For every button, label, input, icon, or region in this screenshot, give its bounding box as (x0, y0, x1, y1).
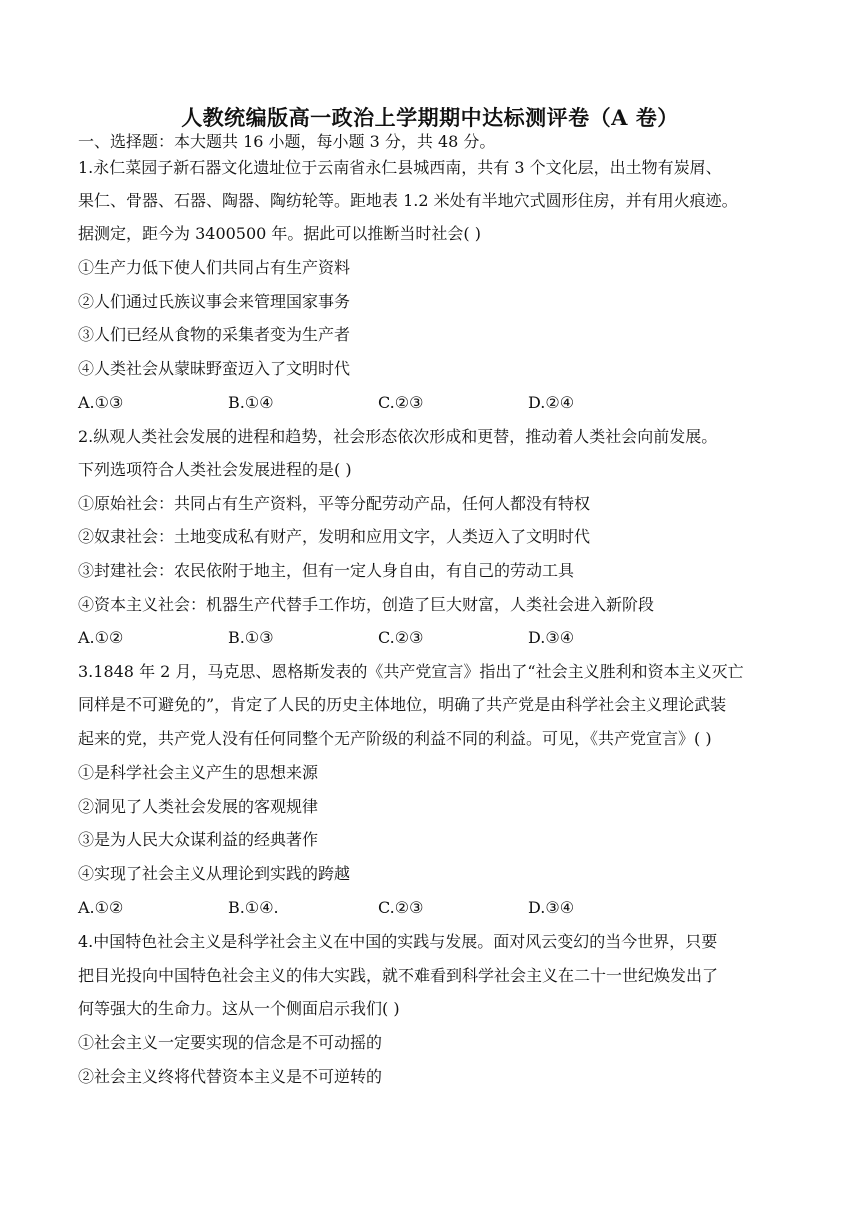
question-3-option-b: B.①④. (228, 898, 279, 917)
question-1-statement-3: ③人们已经从食物的采集者变为生产者 (78, 325, 351, 344)
question-2-option-c: C.②③ (378, 628, 424, 647)
question-1-statement-2: ②人们通过氏族议事会来管理国家事务 (78, 292, 351, 311)
question-3-stem-line-3: 起来的党，共产党人没有任何同整个无产阶级的利益不同的利益。可见，《共产党宣言》( ) (78, 729, 712, 748)
question-3-stem-line-1: 3.1848 年 2 月，马克思、恩格斯发表的《共产党宣言》指出了“社会主义胜利和资本主义灭亡 (78, 662, 744, 681)
question-4-stem-line-3: 何等强大的生命力。这从一个侧面启示我们( ) (78, 999, 400, 1018)
question-3-statement-1: ①是科学社会主义产生的思想来源 (78, 763, 319, 782)
question-2-option-a: A.①② (78, 628, 124, 647)
document-title: 人教统编版高一政治上学期期中达标测评卷（A 卷） (181, 105, 679, 130)
question-1-stem-line-1: 1.永仁菜园子新石器文化遗址位于云南省永仁县城西南，共有 3 个文化层，出土物有炭屑、 (78, 158, 722, 177)
question-1-options (78, 392, 798, 414)
question-1-option-a: A.①③ (78, 393, 124, 412)
section-heading: 一、选择题：本大题共 16 小题，每小题 3 分，共 48 分。 (78, 132, 496, 151)
question-4-statement-2: ②社会主义终将代替资本主义是不可逆转的 (78, 1067, 383, 1086)
question-2-option-d: D.③④ (528, 628, 575, 647)
question-4-stem-line-2: 把目光投向中国特色社会主义的伟大实践，就不难看到科学社会主义在二十一世纪焕发出了 (78, 966, 719, 985)
question-3-stem-line-2: 同样是不可避免的”，肯定了人民的历史主体地位，明确了共产党是由科学社会主义理论武装 (78, 695, 727, 714)
question-2-statement-3: ③封建社会：农民依附于地主，但有一定人身自由，有自己的劳动工具 (78, 561, 575, 580)
question-1-option-c: C.②③ (378, 393, 424, 412)
question-1-stem-line-2: 果仁、骨器、石器、陶器、陶纺轮等。距地表 1.2 米处有半地穴式圆形住房，并有用火痕迹。 (78, 191, 738, 210)
question-1-option-d: D.②④ (528, 393, 575, 412)
question-3-options (78, 897, 798, 919)
question-3-option-c: C.②③ (378, 898, 424, 917)
question-3-option-a: A.①② (78, 898, 124, 917)
question-2-option-b: B.①③ (228, 628, 274, 647)
question-2-statement-2: ②奴隶社会：土地变成私有财产，发明和应用文字，人类迈入了文明时代 (78, 527, 591, 546)
question-3-option-d: D.③④ (528, 898, 575, 917)
question-3-statement-2: ②洞见了人类社会发展的客观规律 (78, 797, 319, 816)
question-1-stem-line-3: 据测定，距今为 3400500 年。据此可以推断当时社会( ) (78, 224, 482, 243)
question-1-statement-4: ④人类社会从蒙昧野蛮迈入了文明时代 (78, 359, 351, 378)
question-2-statement-1: ①原始社会：共同占有生产资料，平等分配劳动产品，任何人都没有特权 (78, 494, 591, 513)
question-1-statement-1: ①生产力低下使人们共同占有生产资料 (78, 258, 351, 277)
question-4-stem-line-1: 4.中国特色社会主义是科学社会主义在中国的实践与发展。面对风云变幻的当今世界，只要 (78, 932, 718, 951)
question-1-option-b: B.①④ (228, 393, 274, 412)
question-3-statement-3: ③是为人民大众谋利益的经典著作 (78, 830, 319, 849)
question-2-options (78, 627, 798, 649)
question-2-stem-line-2: 下列选项符合人类社会发展进程的是( ) (78, 460, 352, 479)
question-2-stem-line-1: 2.纵观人类社会发展的进程和趋势，社会形态依次形成和更替，推动着人类社会向前发展。 (78, 427, 718, 446)
question-4-statement-1: ①社会主义一定要实现的信念是不可动摇的 (78, 1033, 383, 1052)
question-2-statement-4: ④资本主义社会：机器生产代替手工作坊，创造了巨大财富，人类社会进入新阶段 (78, 595, 655, 614)
question-3-statement-4: ④实现了社会主义从理论到实践的跨越 (78, 864, 351, 883)
